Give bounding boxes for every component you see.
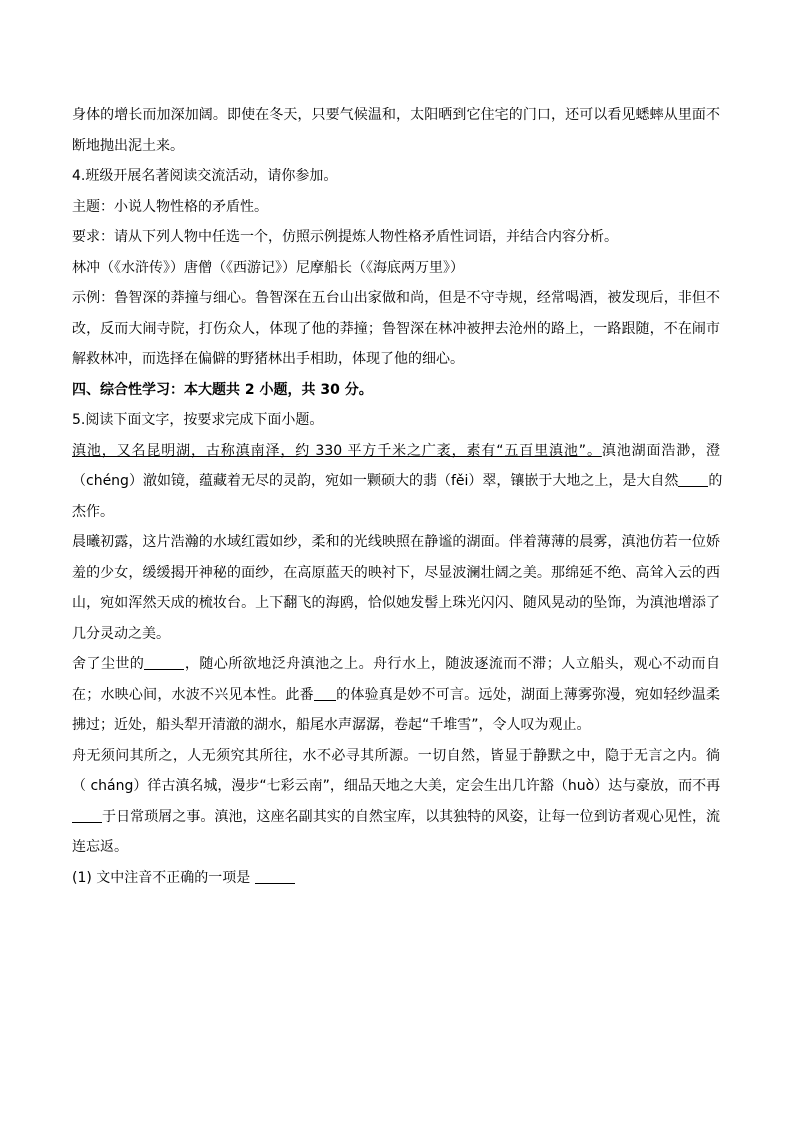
passage-line	[72, 680, 720, 711]
passage-text: 在；水映心间，水波不兴见本性。此番	[72, 686, 314, 703]
sub-question-text: (1) 文中注音不正确的一项是	[72, 869, 255, 886]
sub-question-1	[72, 863, 720, 894]
passage-line: 晨曦初露，这片浩瀚的水域红霞如纱，柔和的光线映照在静谧的湖面。伴着薄薄的晨雾，滇池仿若一位娇	[72, 534, 720, 550]
passage-text: （chéng）澈如镜，蕴藏着无尽的灵韵，宛如一颗硕大的翡（fěi）翠，镶嵌于大地之上，是大自然	[72, 473, 679, 489]
passage-line	[72, 466, 723, 497]
question-4-example: 改，反而大闹寺院，打伤众人，体现了他的莽撞；鲁智深在林冲被押去沧州的路上，一路跟随，不在闹市	[72, 320, 720, 337]
fill-blank	[72, 808, 102, 823]
passage-line: 断地抛出泥土来。	[72, 137, 184, 154]
question-4-stem: 4.班级开展名著阅读交流活动，请你参加。	[72, 168, 338, 184]
passage-line: 连忘返。	[72, 839, 128, 855]
passage-text: 于日常琐屑之事。滇池，这座名副其实的自然宝库，以其独特的风姿，让每一位到访者观心见性，流	[102, 808, 720, 825]
fill-blank	[314, 686, 336, 701]
section-4-title: 四、综合性学习：	[72, 381, 184, 398]
passage-line	[72, 649, 720, 680]
question-4-theme: 主题：小说人物性格的矛盾性。	[72, 198, 268, 215]
section-4-info: 本大题共 2 小题，共 30 分。	[184, 381, 373, 398]
passage-line: 几分灵动之美。	[72, 625, 170, 642]
fill-blank	[678, 472, 708, 487]
question-4-example: 示例：鲁智深的莽撞与细心。鲁智深在五台山出家做和尚，但是不守寺规，经常喝酒，被发现后，非但不	[72, 290, 720, 306]
passage-line: 舟无须问其所之，人无须究其所往，水不必寻其所源。一切自然，皆显于静默之中，隐于无言之内。徜	[72, 747, 720, 764]
passage-line	[72, 802, 720, 833]
fill-blank	[144, 655, 184, 670]
answer-blank	[255, 869, 295, 884]
passage-line: 杰作。	[72, 503, 114, 520]
passage-line: 身体的增长而加深加阔。即使在冬天，只要气候温和，太阳晒到它住宅的门口，还可以看见蟋蟀从里面不	[72, 107, 720, 123]
passage-line: 拂过；近处，船头犁开清澈的湖水，船尾水声潺潺，卷起“千堆雪”，令人叹为观止。	[72, 717, 591, 733]
passage-text: 的体验真是妙不可言。远处，湖面上薄雾弥漫，宛如轻纱温柔	[335, 686, 721, 703]
passage-text: 滇池湖面浩渺，澄	[601, 442, 720, 459]
passage-line: 羞的少女，缓缓揭开神秘的面纱，在高原蓝天的映衬下，尽显波澜壮阔之美。那绵延不绝、高耸入云的西	[72, 564, 720, 581]
section-4-heading	[72, 375, 720, 406]
passage-line: （ cháng）徉古滇名城，漫步“七彩云南”，细品天地之大美，定会生出几许豁（huò）达与豪放，而不再	[72, 778, 721, 794]
underlined-sentence: 滇池，又名昆明湖，古称滇南泽，约 330 平方千米之广袤，素有“五百里滇池”。	[72, 442, 602, 459]
passage-line: 山，宛如浑然天成的梳妆台。上下翻飞的海鸥，恰似她发髻上珠光闪闪、随风晃动的坠饰，为滇池增添了	[72, 595, 720, 611]
question-4-characters: 林冲（《水浒传》）唐僧（《西游记》）尼摩船长（《海底两万里》）	[72, 259, 464, 276]
question-4-requirement: 要求：请从下列人物中任选一个，仿照示例提炼人物性格矛盾性词语，并结合内容分析。	[72, 229, 618, 245]
passage-text: 舍了尘世的	[72, 656, 145, 672]
question-4-example: 解救林冲，而选择在偏僻的野猪林出手相助，体现了他的细心。	[72, 351, 464, 367]
passage-text: 的	[708, 473, 723, 489]
document-page	[72, 100, 723, 893]
passage-text: ，随心所欲地泛舟滇池之上。舟行水上，随波逐流而不滞；人立船头，观心不动而自	[184, 656, 721, 672]
question-5-stem: 5.阅读下面文字，按要求完成下面小题。	[72, 412, 324, 428]
passage-line	[72, 436, 720, 467]
